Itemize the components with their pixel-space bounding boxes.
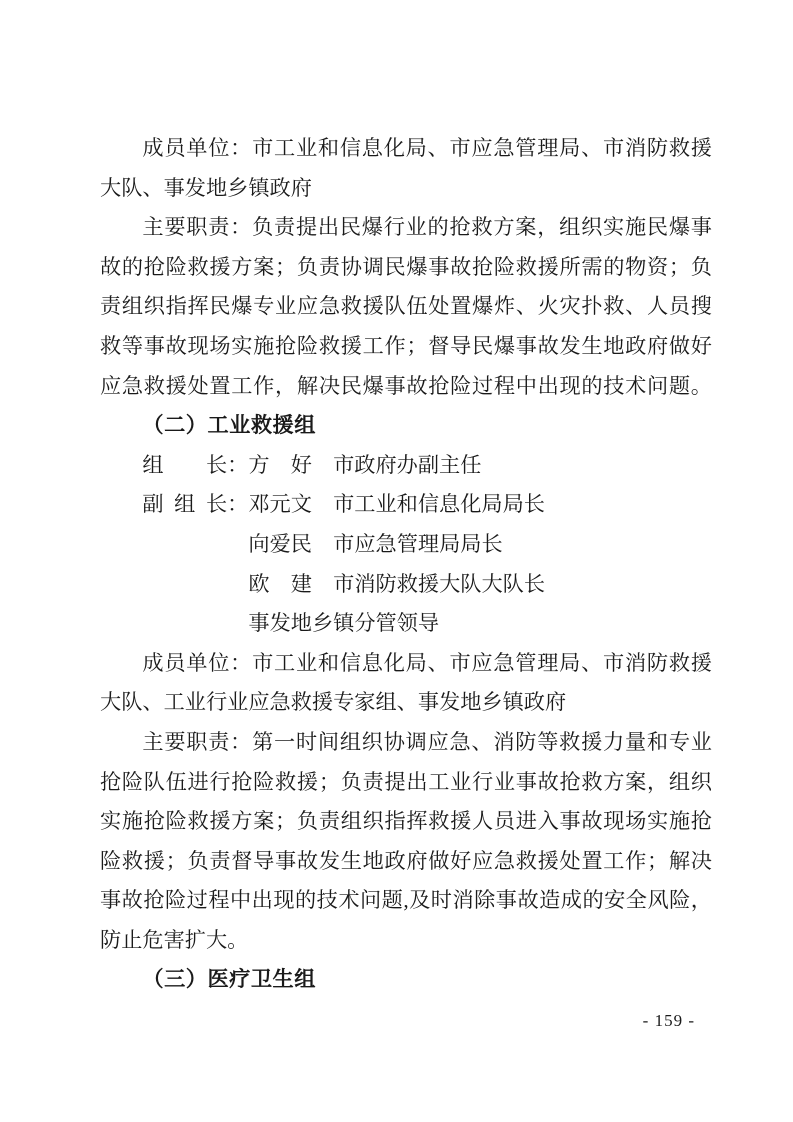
body-text-line: 事故抢险过程中出现的技术问题,及时消除事故造成的安全风险， (100, 888, 712, 913)
body-text-line: 成员单位：市工业和信息化局、市应急管理局、市消防救援 (142, 136, 712, 160)
document-body (100, 129, 712, 1000)
body-text-line: 成员单位：市工业和信息化局、市应急管理局、市消防救援 (142, 650, 712, 675)
body-text-line: 实施抢险救援方案；负责组织指挥救援人员进入事故现场实施抢 (100, 809, 712, 834)
body-text-line: 险救援；负责督导事故发生地政府做好应急救援处置工作；解决 (100, 848, 712, 873)
body-text-line: 应急救援处置工作，解决民爆事故抢险过程中出现的技术问题。 (100, 373, 712, 398)
body-text-line: 救等事故现场实施抢险救援工作；督导民爆事故发生地政府做好 (100, 333, 712, 358)
roster-continuation-line: 欧 建 市消防救援大队大队长 (248, 571, 546, 596)
body-text-line: 责组织指挥民爆专业应急救援队伍处置爆炸、火灾扑救、人员搜 (100, 294, 712, 319)
section-heading: （三）医疗卫生组 (142, 967, 316, 992)
body-text-line: 抢险队伍进行抢险救援；负责提出工业行业事故抢救方案，组织 (100, 769, 712, 794)
roster-continuation-line: 事发地乡镇分管领导 (248, 611, 440, 636)
body-text-line: 防止危害扩大。 (100, 927, 249, 952)
body-text-line: 主要职责：第一时间组织协调应急、消防等救援力量和专业 (142, 729, 712, 754)
body-text-line: 大队、工业行业应急救援专家组、事发地乡镇政府 (100, 690, 567, 715)
roster-continuation-line: 向爱民 市应急管理局局长 (248, 531, 503, 556)
body-text-line: 主要职责：负责提出民爆行业的抢救方案，组织实施民爆事 (142, 215, 712, 240)
roster-line: 组 长：方 好 市政府办副主任 (142, 452, 482, 477)
section-heading: （二）工业救援组 (142, 413, 316, 438)
body-text-line: 大队、事发地乡镇政府 (100, 175, 312, 200)
page-number: - 159 - (642, 1011, 695, 1030)
roster-line: 副 组 长：邓元文 市工业和信息化局局长 (142, 492, 545, 517)
body-text-line: 故的抢险救援方案；负责协调民爆事故抢险救援所需的物资；负 (100, 254, 712, 279)
